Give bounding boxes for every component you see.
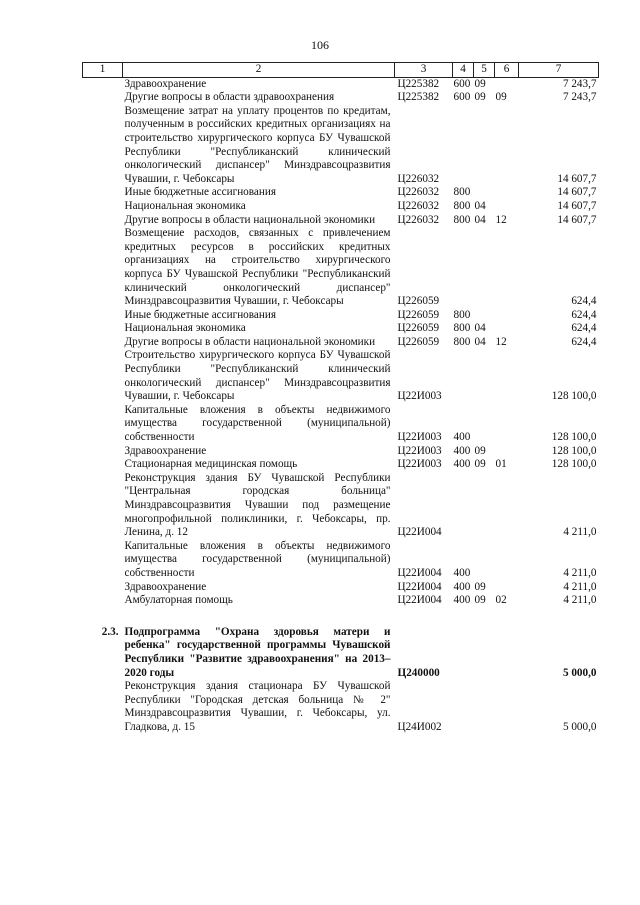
section-number-cell <box>83 186 123 200</box>
item-name-cell: Амбулаторная помощь <box>124 594 233 607</box>
column-number-header: 7 <box>519 63 599 78</box>
table-row <box>83 594 599 608</box>
item-name-cell: Подпрограмма "Охрана здоровья матери и ребенка" государственной программы Чувашской Республики "Развитие здравоохранения" на 2013–2020 годы <box>124 625 391 679</box>
expense-type-cell <box>453 349 474 403</box>
expense-type-cell <box>453 626 474 680</box>
table-row <box>83 105 599 187</box>
item-name-cell: Здравоохранение <box>124 77 207 90</box>
section-code-cell: 09 <box>474 594 486 607</box>
table-row <box>83 458 599 472</box>
section-code-cell <box>474 309 495 323</box>
expense-type-cell: 400 <box>453 566 471 579</box>
section-code-cell: 04 <box>474 335 486 348</box>
expense-type-cell: 800 <box>453 322 471 335</box>
amount-cell: 7 243,7 <box>562 91 597 104</box>
expense-type-cell: 800 <box>453 186 471 199</box>
expense-type-cell: 600 <box>453 91 471 104</box>
target-article-code-cell: Ц225382 <box>397 77 440 90</box>
section-code-cell <box>474 472 495 540</box>
item-name-cell: Другие вопросы в области национальной экономики <box>124 213 376 226</box>
item-name-cell: Стационарная медицинская помощь <box>124 458 298 471</box>
target-article-code-cell: Ц22И003 <box>397 444 442 457</box>
item-name-cell: Капитальные вложения в объекты недвижимого имущества государственной (муниципальной) собственности <box>124 539 391 579</box>
target-article-code-cell: Ц226032 <box>397 213 440 226</box>
spacer-row <box>83 608 599 626</box>
subsection-code-cell: 02 <box>495 594 507 607</box>
amount-cell: 5 000,0 <box>562 666 597 679</box>
subsection-code-cell <box>495 581 519 595</box>
subsection-code-cell: 12 <box>495 213 507 226</box>
target-article-code-cell: Ц22И003 <box>397 390 442 403</box>
section-code-cell <box>474 186 495 200</box>
target-article-code-cell: Ц24И002 <box>397 720 442 733</box>
page-number: 106 <box>311 38 329 52</box>
section-number-cell <box>83 458 123 472</box>
subsection-code-cell <box>495 626 519 680</box>
expense-type-cell: 400 <box>453 431 471 444</box>
expense-type-cell: 800 <box>453 335 471 348</box>
target-article-code-cell: Ц22И004 <box>397 526 442 539</box>
section-number-cell <box>83 472 123 540</box>
item-name-cell: Здравоохранение <box>124 580 207 593</box>
budget-table-container <box>82 62 598 735</box>
target-article-code-cell: Ц226032 <box>397 199 440 212</box>
target-article-code-cell: Ц225382 <box>397 91 440 104</box>
section-code-cell: 09 <box>474 91 486 104</box>
table-row <box>83 680 599 734</box>
expense-type-cell: 400 <box>453 580 471 593</box>
target-article-code-cell: Ц22И003 <box>397 458 442 471</box>
amount-cell: 624,4 <box>571 308 597 321</box>
section-code-cell <box>474 626 495 680</box>
target-article-code-cell: Ц22И004 <box>397 580 442 593</box>
section-code-cell: 04 <box>474 322 486 335</box>
subsection-code-cell <box>495 105 519 187</box>
expense-type-cell: 800 <box>453 199 471 212</box>
item-name-cell: Иные бюджетные ассигнования <box>124 186 276 199</box>
section-number-cell: 2.3. <box>101 625 119 638</box>
table-row <box>83 186 599 200</box>
section-code-cell <box>474 105 495 187</box>
section-number-cell <box>83 680 123 734</box>
target-article-code-cell: Ц226032 <box>397 186 440 199</box>
item-name-cell: Реконструкция здания стационара БУ Чувашской Республики "Городская детская больница № 2" Минздравсоцразвития Чувашии, г. Чебоксары, ул. Гладкова, д. 15 <box>124 680 391 733</box>
table-row <box>83 349 599 403</box>
column-number-header: 3 <box>395 63 453 78</box>
table-row <box>83 77 599 91</box>
amount-cell: 14 607,7 <box>557 186 597 199</box>
subsection-code-cell <box>495 322 519 336</box>
subsection-code-cell <box>495 472 519 540</box>
section-code-cell <box>474 540 495 581</box>
amount-cell: 128 100,0 <box>551 444 597 457</box>
expense-type-cell: 800 <box>453 213 471 226</box>
section-code-cell <box>474 680 495 734</box>
table-row <box>83 214 599 228</box>
section-number-cell <box>83 309 123 323</box>
section-number-cell <box>83 594 123 608</box>
item-name-cell: Иные бюджетные ассигнования <box>124 308 276 321</box>
spacer-cell <box>83 608 599 626</box>
item-name-cell: Капитальные вложения в объекты недвижимого имущества государственной (муниципальной) собственности <box>124 403 391 444</box>
section-code-cell <box>474 349 495 403</box>
subsection-code-cell <box>495 445 519 459</box>
table-row <box>83 581 599 595</box>
table-row <box>83 200 599 214</box>
amount-cell: 4 211,0 <box>563 580 597 593</box>
table-row <box>83 540 599 581</box>
section-number-cell <box>83 404 123 445</box>
column-number-row <box>83 63 599 78</box>
section-number-cell <box>83 445 123 459</box>
section-code-cell: 09 <box>474 580 486 593</box>
subsection-code-cell <box>495 404 519 445</box>
section-code-cell: 09 <box>474 444 486 457</box>
section-code-cell: 09 <box>474 77 486 90</box>
table-body <box>83 77 599 734</box>
target-article-code-cell: Ц240000 <box>397 666 440 679</box>
expense-type-cell: 800 <box>453 308 471 321</box>
item-name-cell: Национальная экономика <box>124 322 246 335</box>
amount-cell: 624,4 <box>571 295 597 308</box>
target-article-code-cell: Ц22И004 <box>397 594 442 607</box>
item-name-cell: Национальная экономика <box>124 199 246 212</box>
subsection-code-cell <box>495 200 519 214</box>
section-code-cell: 04 <box>474 199 486 212</box>
expense-type-cell <box>453 105 474 187</box>
table-row <box>83 445 599 459</box>
amount-cell: 4 211,0 <box>563 526 597 539</box>
amount-cell: 128 100,0 <box>551 431 597 444</box>
amount-cell: 624,4 <box>571 335 597 348</box>
table-row <box>83 336 599 350</box>
section-number-cell <box>83 77 123 91</box>
item-name-cell: Возмещение затрат на уплату процентов по кредитам, полученным в российских кредитных организациях на строительство хирургического корпуса БУ Чувашской Республики "Республиканский клинический онкологический диспансер" Минздравсоцразвития Чувашии, г. Чебоксары <box>124 104 391 185</box>
section-code-cell <box>474 227 495 309</box>
section-number-cell <box>83 581 123 595</box>
budget-table <box>82 62 599 735</box>
section-number-cell <box>83 214 123 228</box>
section-number-cell <box>83 200 123 214</box>
expense-type-cell <box>453 227 474 309</box>
expense-type-cell <box>453 472 474 540</box>
amount-cell: 128 100,0 <box>551 458 597 471</box>
item-name-cell: Другие вопросы в области здравоохранения <box>124 91 335 104</box>
item-name-cell: Реконструкция здания БУ Чувашской Республики "Центральная городская больница" Минздравсоцразвития Чувашии под размещение многопрофильной поликлиники, г. Чебоксары, пр. Ленина, д. 12 <box>124 471 391 539</box>
section-code-cell: 04 <box>474 213 486 226</box>
subsection-code-cell: 01 <box>495 458 507 471</box>
subsection-code-cell <box>495 309 519 323</box>
expense-type-cell: 400 <box>453 594 471 607</box>
item-name-cell: Строительство хирургического корпуса БУ Чувашской Республики "Республиканский клинический онкологический диспансер" Минздравсоцразвития Чувашии, г. Чебоксары <box>124 349 391 403</box>
subsection-code-cell <box>495 227 519 309</box>
target-article-code-cell: Ц226059 <box>397 322 440 335</box>
amount-cell: 5 000,0 <box>562 720 597 733</box>
subsection-code-cell <box>495 680 519 734</box>
amount-cell: 624,4 <box>571 322 597 335</box>
expense-type-cell: 400 <box>453 458 471 471</box>
table-row <box>83 227 599 309</box>
section-code-cell <box>474 404 495 445</box>
subprogram-row <box>83 626 599 680</box>
expense-type-cell: 400 <box>453 444 471 457</box>
section-number-cell <box>83 227 123 309</box>
column-number-header: 5 <box>474 63 495 78</box>
item-name-cell: Здравоохранение <box>124 444 207 457</box>
section-code-cell: 09 <box>474 458 486 471</box>
item-name-cell: Возмещение расходов, связанных с привлечением кредитных ресурсов в российских кредитных организациях на строительство хирургического корпуса БУ Чувашской Республики "Республиканский клинический онкологический диспансер" Минздравсоцразвития Чувашии, г. Чебоксары <box>124 227 391 308</box>
expense-type-cell: 600 <box>453 77 471 90</box>
item-name-cell: Другие вопросы в области национальной экономики <box>124 335 376 348</box>
amount-cell: 7 243,7 <box>562 77 597 90</box>
amount-cell: 14 607,7 <box>557 199 597 212</box>
table-row <box>83 309 599 323</box>
subsection-code-cell: 09 <box>495 91 507 104</box>
target-article-code-cell: Ц226032 <box>397 172 440 185</box>
section-number-cell <box>83 540 123 581</box>
subsection-code-cell <box>495 186 519 200</box>
table-row <box>83 91 599 105</box>
expense-type-cell <box>453 680 474 734</box>
target-article-code-cell: Ц226059 <box>397 295 440 308</box>
section-number-cell <box>83 105 123 187</box>
table-row <box>83 322 599 336</box>
target-article-code-cell: Ц22И003 <box>397 431 442 444</box>
amount-cell: 14 607,7 <box>557 213 597 226</box>
column-number-header: 1 <box>83 63 123 78</box>
amount-cell: 4 211,0 <box>563 594 597 607</box>
target-article-code-cell: Ц22И004 <box>397 566 442 579</box>
target-article-code-cell: Ц226059 <box>397 308 440 321</box>
section-number-cell <box>83 349 123 403</box>
amount-cell: 14 607,7 <box>557 172 597 185</box>
subsection-code-cell <box>495 349 519 403</box>
subsection-code-cell <box>495 77 519 91</box>
column-number-header: 4 <box>453 63 474 78</box>
column-number-header: 2 <box>123 63 395 78</box>
table-row <box>83 472 599 540</box>
target-article-code-cell: Ц226059 <box>397 335 440 348</box>
section-number-cell <box>83 322 123 336</box>
section-number-cell <box>83 91 123 105</box>
amount-cell: 4 211,0 <box>563 566 597 579</box>
section-number-cell <box>83 336 123 350</box>
amount-cell: 128 100,0 <box>551 390 597 403</box>
table-row <box>83 404 599 445</box>
column-number-header: 6 <box>495 63 519 78</box>
subsection-code-cell <box>495 540 519 581</box>
subsection-code-cell: 12 <box>495 335 507 348</box>
